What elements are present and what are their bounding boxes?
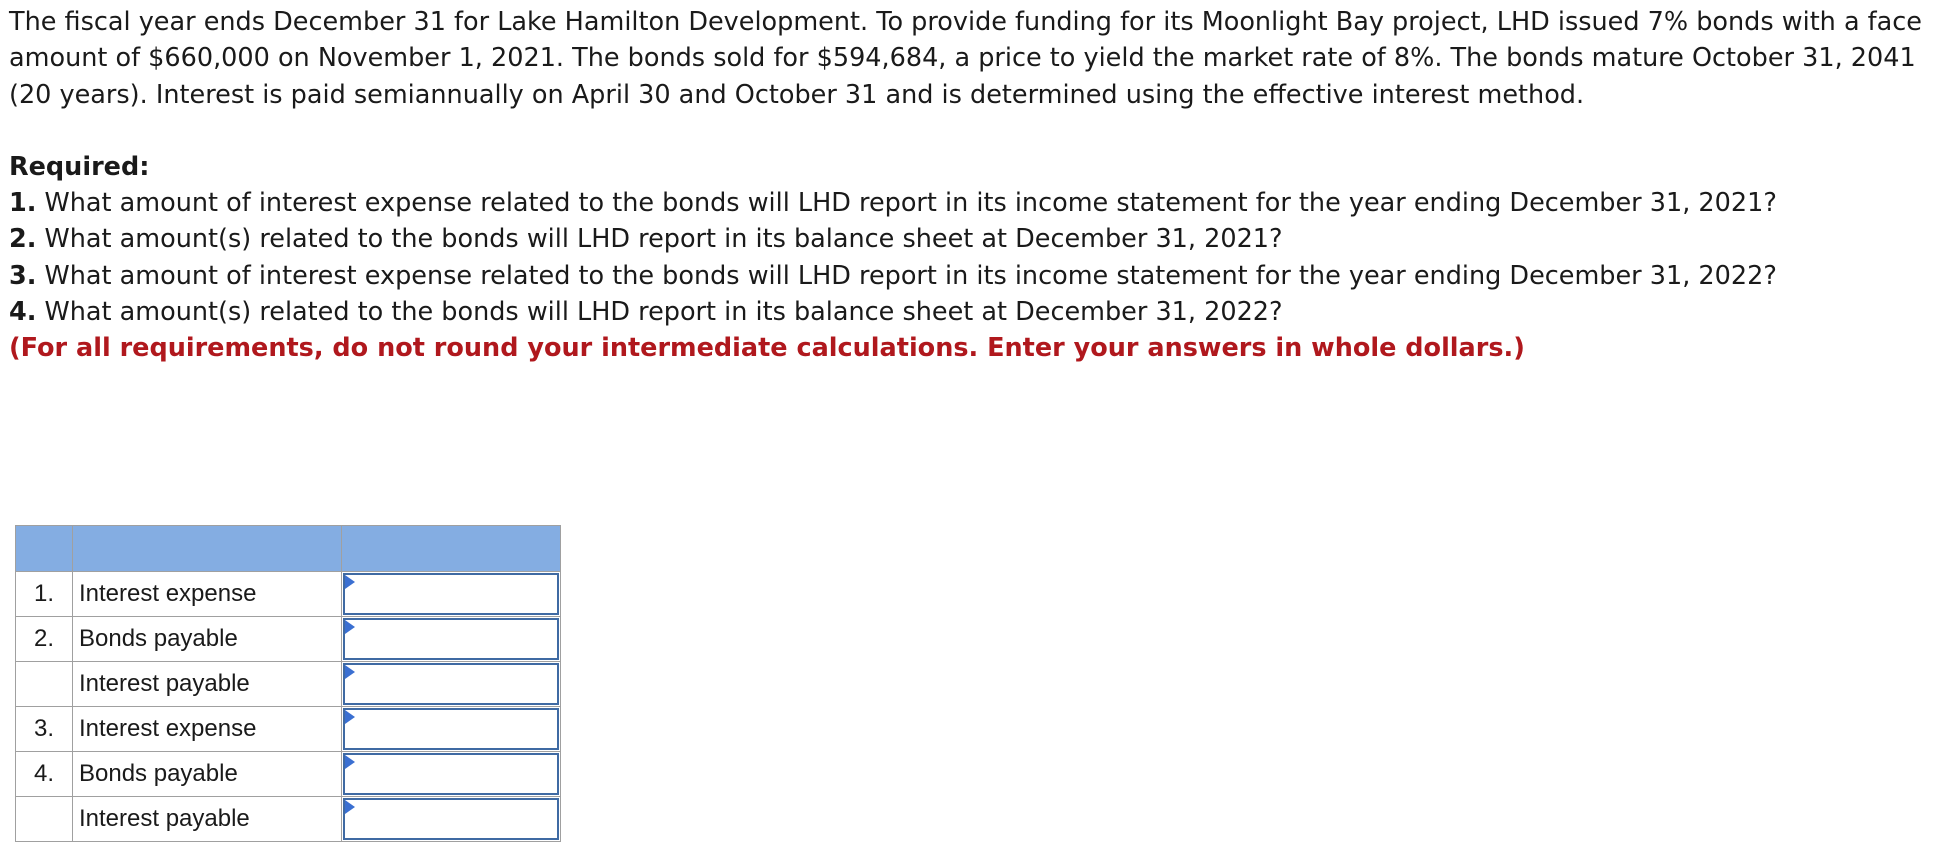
table-row <box>16 797 561 842</box>
requirement-number: 3. <box>9 260 37 291</box>
row-number <box>16 662 73 707</box>
problem-intro: The fiscal year ends December 31 for Lake Hamilton Development. To provide funding for its Moonlight Bay project, LHD issued 7% bonds with a face amount of $660,000 on November 1, 2021. The bonds sold for $594,684, a price to yield the market rate of 8%. The bonds mature October 31, 2041 (20 years). Interest is paid semiannually on April 30 and October 31 and is determined using the effective interest method. <box>9 7 1922 110</box>
requirement-number: 2. <box>9 224 37 255</box>
row-label: Interest payable <box>73 662 342 707</box>
row-label: Bonds payable <box>73 752 342 797</box>
rounding-instruction: (For all requirements, do not round your intermediate calculations. Enter your answers in whole dollars.) <box>9 333 1525 364</box>
requirement-number: 1. <box>9 188 37 219</box>
cell-marker-icon <box>345 710 355 724</box>
row-label: Interest expense <box>73 572 342 617</box>
answer-cell <box>342 707 561 752</box>
interest-expense-2022-input[interactable] <box>343 708 559 750</box>
header-cell-num <box>16 526 73 572</box>
problem-content <box>9 4 1929 367</box>
header-cell-label <box>73 526 342 572</box>
cell-marker-icon <box>345 665 355 679</box>
bonds-payable-2021-input[interactable] <box>343 618 559 660</box>
row-number: 1. <box>16 572 73 617</box>
table-row <box>16 617 561 662</box>
required-heading: Required: <box>9 151 150 182</box>
answer-cell <box>342 662 561 707</box>
row-label: Interest expense <box>73 707 342 752</box>
requirement-text: What amount of interest expense related to the bonds will LHD report in its income statement for the year ending December 31, 2022? <box>36 260 1777 291</box>
answer-cell <box>342 797 561 842</box>
requirement-text: What amount of interest expense related to the bonds will LHD report in its income statement for the year ending December 31, 2021? <box>36 188 1777 219</box>
table-row <box>16 662 561 707</box>
header-cell-answer <box>342 526 561 572</box>
requirement-text: What amount(s) related to the bonds will LHD report in its balance sheet at December 31, 2022? <box>36 297 1283 328</box>
requirement-4 <box>9 294 1929 330</box>
row-number: 3. <box>16 707 73 752</box>
answer-cell <box>342 572 561 617</box>
row-label: Interest payable <box>73 797 342 842</box>
row-label: Bonds payable <box>73 617 342 662</box>
requirement-3 <box>9 258 1929 294</box>
answer-table <box>15 525 561 842</box>
row-number: 4. <box>16 752 73 797</box>
cell-marker-icon <box>345 800 355 814</box>
table-header-row <box>16 526 561 572</box>
table-row <box>16 707 561 752</box>
row-number <box>16 797 73 842</box>
interest-payable-2022-input[interactable] <box>343 798 559 840</box>
interest-payable-2021-input[interactable] <box>343 663 559 705</box>
bonds-payable-2022-input[interactable] <box>343 753 559 795</box>
requirement-number: 4. <box>9 297 37 328</box>
table-row <box>16 572 561 617</box>
interest-expense-2021-input[interactable] <box>343 573 559 615</box>
table-row <box>16 752 561 797</box>
row-number: 2. <box>16 617 73 662</box>
requirement-1 <box>9 185 1929 221</box>
required-section <box>9 149 1929 367</box>
answer-cell <box>342 617 561 662</box>
cell-marker-icon <box>345 620 355 634</box>
answer-cell <box>342 752 561 797</box>
requirement-2 <box>9 221 1929 257</box>
requirement-text: What amount(s) related to the bonds will LHD report in its balance sheet at December 31, 2021? <box>36 224 1283 255</box>
cell-marker-icon <box>345 575 355 589</box>
cell-marker-icon <box>345 755 355 769</box>
